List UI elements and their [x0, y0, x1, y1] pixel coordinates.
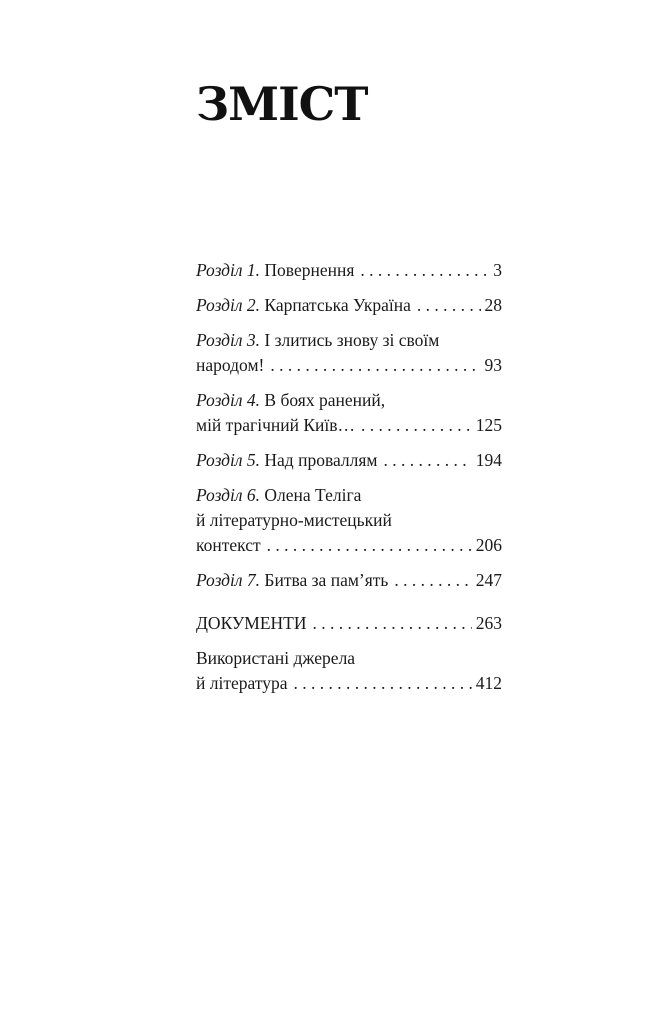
page-number: 28 [484, 295, 502, 315]
toc-line [196, 568, 502, 593]
dot-leader [267, 533, 472, 558]
toc-entry-chapter-6 [196, 483, 502, 558]
section-title: Використані джерела [196, 648, 356, 668]
chapter-title: Олена Теліга [264, 485, 362, 505]
page-number: 3 [493, 260, 502, 280]
chapter-title-continued: мій трагічний Київ… [196, 415, 356, 435]
toc-label [196, 568, 388, 593]
page-number: 263 [475, 613, 502, 633]
toc-label [196, 388, 385, 413]
dot-leader [294, 671, 472, 696]
toc-line [196, 353, 502, 378]
section-title: ДОКУМЕНТИ [196, 613, 307, 633]
toc-line [196, 483, 502, 508]
toc-label [196, 448, 378, 473]
chapter-title: Битва за пам’ять [264, 570, 389, 590]
toc-line [196, 508, 502, 533]
dot-leader [384, 448, 472, 473]
dot-leader [361, 413, 472, 438]
toc-line [196, 611, 502, 636]
chapter-title: І злитись знову зі своїм [264, 330, 440, 350]
section-title-continued: й література [196, 673, 288, 693]
chapter-number: Розділ 6. [196, 485, 261, 505]
table-of-contents [196, 258, 502, 696]
toc-line [196, 413, 502, 438]
toc-entry-chapter-4 [196, 388, 502, 438]
chapter-title: Карпатська Україна [264, 295, 411, 315]
chapter-title: В боях ранений, [264, 390, 386, 410]
chapter-number: Розділ 1. [196, 260, 261, 280]
toc-line [196, 293, 502, 318]
chapter-number: Розділ 2. [196, 295, 261, 315]
dot-leader [417, 293, 481, 318]
chapter-number: Розділ 4. [196, 390, 261, 410]
dot-leader [360, 258, 489, 283]
chapter-number: Розділ 7. [196, 570, 261, 590]
toc-line [196, 646, 502, 671]
dot-leader [313, 611, 472, 636]
toc-entry-chapter-3 [196, 328, 502, 378]
page-title: ЗМІСТ [196, 77, 368, 131]
page-number: 125 [475, 415, 502, 435]
toc-entry-chapter-2 [196, 293, 502, 318]
toc-entry-chapter-5 [196, 448, 502, 473]
page-number: 93 [484, 355, 502, 375]
toc-entry-documents [196, 611, 502, 636]
chapter-title: Повернення [264, 260, 355, 280]
toc-label [196, 483, 361, 508]
toc-line [196, 533, 502, 558]
dot-leader [270, 353, 480, 378]
toc-line [196, 258, 502, 283]
toc-line [196, 448, 502, 473]
chapter-title: Над проваллям [264, 450, 378, 470]
chapter-title-continued: контекст [196, 535, 261, 555]
toc-label [196, 258, 354, 283]
page-number: 194 [475, 450, 502, 470]
chapter-title-continued: й літературно-мистецький [196, 510, 392, 530]
toc-line [196, 388, 502, 413]
chapter-number: Розділ 5. [196, 450, 261, 470]
toc-label [196, 328, 439, 353]
toc-line [196, 671, 502, 696]
dot-leader [394, 568, 471, 593]
chapter-title-continued: народом! [196, 355, 265, 375]
chapter-number: Розділ 3. [196, 330, 261, 350]
toc-entry-sources [196, 646, 502, 696]
page-number: 247 [475, 570, 502, 590]
page-number: 206 [475, 535, 502, 555]
toc-entry-chapter-7 [196, 568, 502, 593]
page-number: 412 [475, 673, 502, 693]
toc-line [196, 328, 502, 353]
toc-entry-chapter-1 [196, 258, 502, 283]
toc-label [196, 293, 411, 318]
